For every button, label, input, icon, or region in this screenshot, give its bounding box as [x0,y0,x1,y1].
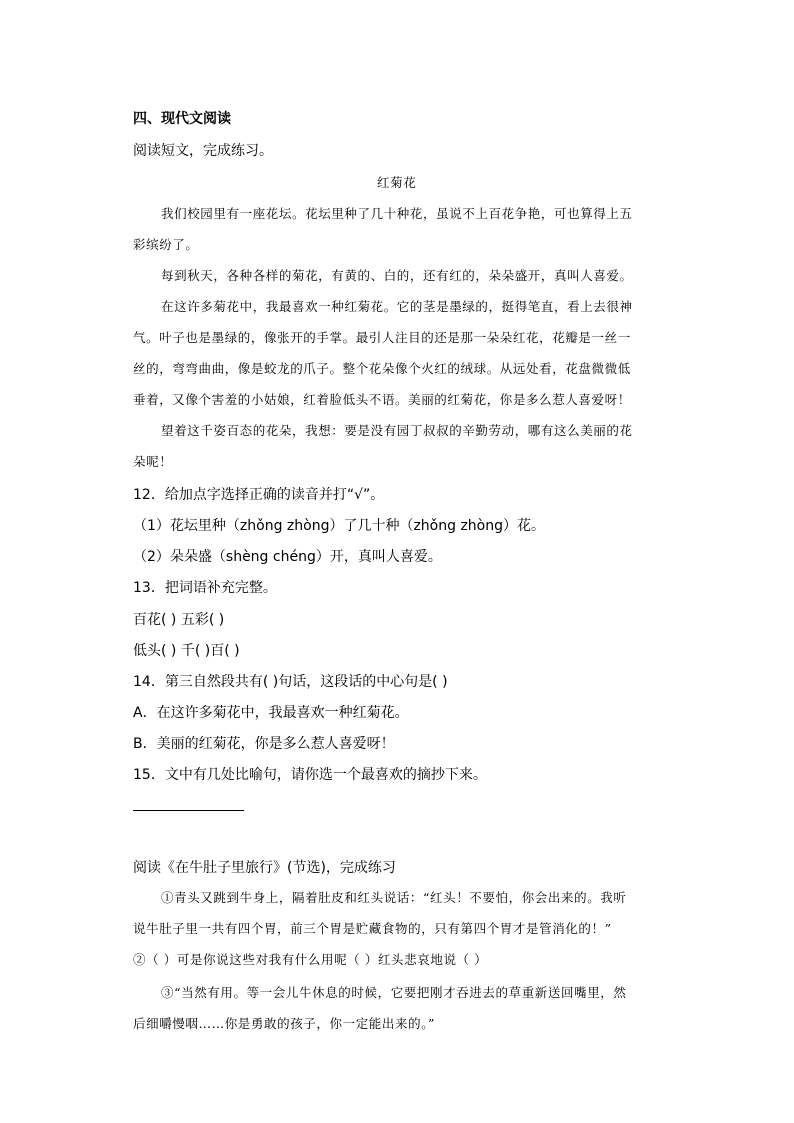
passage-line: 丝的，弯弯曲曲，像是蛟龙的爪子。整个花朵像个火红的绒球。从远处看，花盘微微低 [133,361,631,376]
passage-line: 我们校园里有一座花坛。花坛里种了几十种花，虽说不上百花争艳，可也算得上五 [161,206,633,221]
question-12-item-1: （1）花坛里种（zhǒng zhòng）了几十种（zhǒng zhòng）花。 [133,518,545,534]
section-heading: 四、现代文阅读 [133,111,231,127]
passage-line: ①青头又跳到牛身上，隔着肚皮和红头说话：“红头！不要怕，你会出来的。我听 [161,890,627,905]
passage-line: 每到秋天，各种各样的菊花，有黄的、白的，还有红的，朵朵盛开，真叫人喜爱。 [161,268,633,283]
reading-instruction: 阅读短文，完成练习。 [133,143,273,159]
question-15: 15．文中有几处比喻句，请你选一个最喜欢的摘抄下来。 [133,767,487,783]
answer-line [133,810,244,811]
passage-line: 在这许多菊花中，我最喜欢一种红菊花。它的茎是墨绿的，挺得笔直，看上去很神 [161,299,633,314]
question-14-option-a: A．在这许多菊花中，我最喜欢一种红菊花。 [133,705,409,721]
question-13-row-1: 百花( ) 五彩( ) [133,612,225,628]
passage-line: 后细嚼慢咽……你是勇敢的孩子，你一定能出来的。” [133,1016,436,1031]
question-12: 12．给加点字选择正确的读音并打“√”。 [133,487,385,503]
question-14: 14．第三自然段共有( )句话，这段话的中心句是( ) [133,674,448,690]
passage-line: 朵呢！ [133,454,173,469]
passage-title: 红菊花 [377,175,417,190]
passage-line: ②（ ）可是你说这些对我有什么用呢（ ）红头悲哀地说（ ） [133,952,488,967]
question-14-option-b: B．美丽的红菊花，你是多么惹人喜爱呀！ [133,736,395,752]
passage-line: 望着这千姿百态的花朵，我想：要是没有园丁叔叔的辛勤劳动，哪有这么美丽的花 [161,423,633,438]
passage-line: 气。叶子也是墨绿的，像张开的手掌。最引人注目的还是那一朵朵红花，花瓣是一丝一 [133,330,631,345]
question-12-item-2: （2）朵朵盛（shèng chéng）开，真叫人喜爱。 [133,549,442,565]
question-13: 13．把词语补充完整。 [133,580,277,596]
passage-line: 说牛肚子里一共有四个胃，前三个胃是贮藏食物的，只有第四个胃才是管消化的！” [133,921,612,936]
reading-instruction-2: 阅读《在牛肚子里旅行》(节选)，完成练习 [133,860,396,876]
passage-line: 彩缤纷了。 [133,237,199,252]
passage-line: 垂着，又像个害羞的小姑娘，红着脸低头不语。美丽的红菊花，你是多么惹人喜爱呀！ [133,392,631,407]
passage-line: ③“当然有用。等一会儿牛休息的时候，它要把刚才吞进去的草重新送回嘴里，然 [161,985,627,1000]
question-13-row-2: 低头( ) 千( )百( ) [133,643,240,659]
